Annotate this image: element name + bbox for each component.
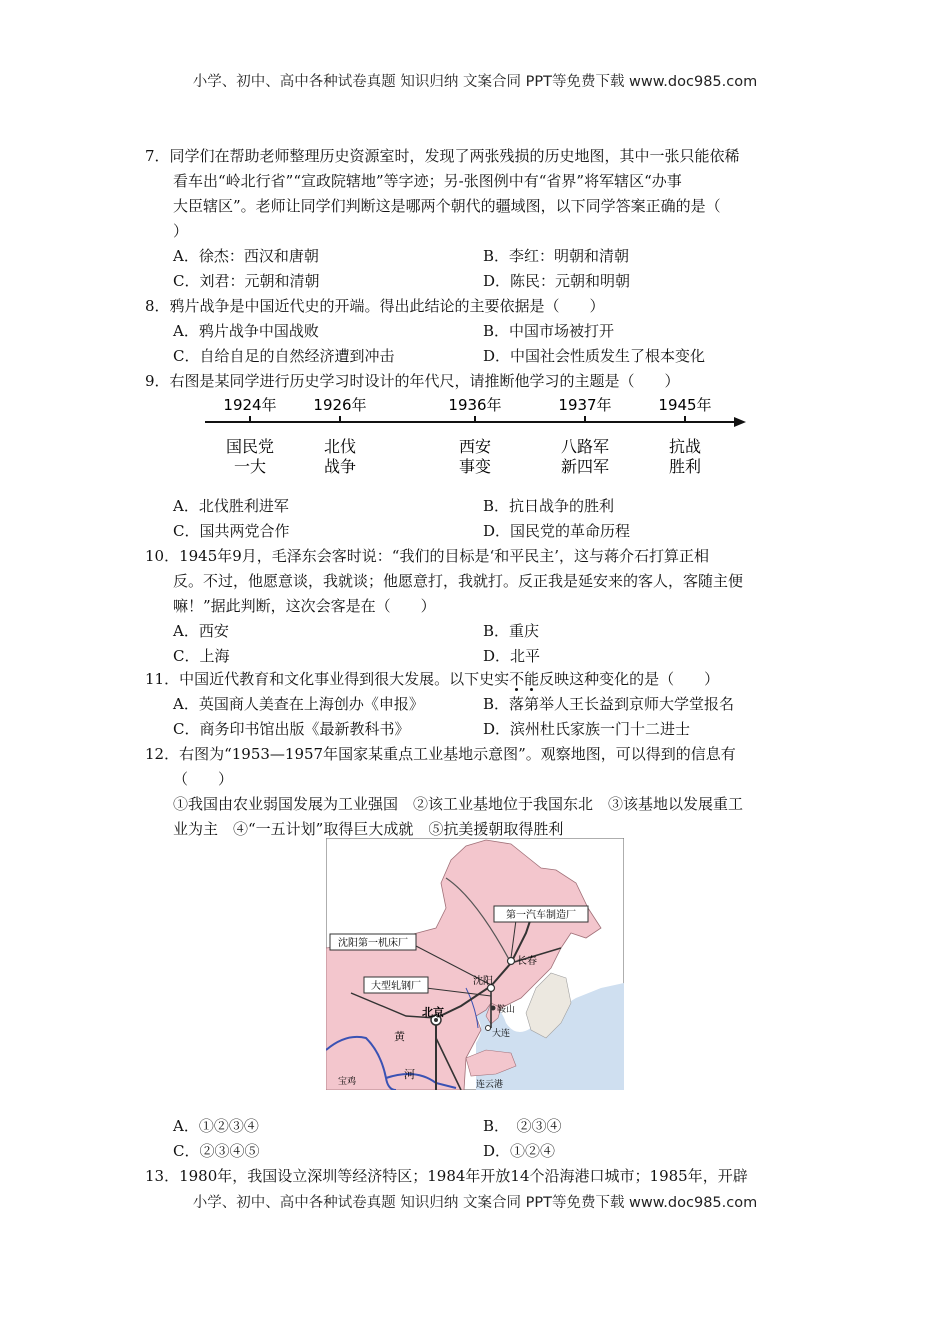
city-marker-anshan (491, 1006, 496, 1011)
q11-emphasis-char-1: 不 (509, 670, 525, 688)
question-9-answers (145, 494, 810, 544)
question-12-statements (145, 792, 810, 842)
timeline-event-label: 西安 (458, 437, 492, 456)
label-beijing: 北京 (422, 1006, 444, 1019)
label-yellow: 黄 (394, 1030, 405, 1043)
label-dalian: 大连 (492, 1029, 511, 1039)
question-10-options (145, 619, 810, 669)
question-13-stem: 13．1980年，我国设立深圳等经济特区；1984年开放14个沿海港口城市；1985年，开辟 (145, 1167, 748, 1185)
timeline-event-label: 一大 (233, 457, 267, 476)
q11-stem-end: 反映这种变化的是（ ） (539, 670, 720, 688)
q7-line-4: ） (173, 222, 189, 240)
question-7-stem (145, 144, 810, 244)
q7-line-2: 看车出“岭北行省”“宣政院辖地”等字迹；另-张图例中有“省界”将军辖区“办事 (173, 172, 682, 190)
option-a[interactable]: A．①②③④ (173, 1117, 259, 1135)
industrial-base-map (326, 838, 624, 1090)
timeline-year-label: 1945年 (658, 396, 712, 414)
label-shenyang-machine-tool: 沈阳第一机床厂 (338, 938, 408, 949)
page-header: 小学、初中、高中各种试卷真题 知识归纳 文案合同 PPT等免费下载 www.doc985.com (192, 74, 758, 90)
q11-stem-start: 11．中国近代教育和文化事业得到很大发展。以下史实 (145, 670, 510, 688)
label-shenyang: 沈阳 (473, 976, 493, 987)
timeline-event-label: 八路军 (560, 437, 610, 456)
timeline-year-label: 1937年 (558, 396, 612, 414)
option-b[interactable]: B．中国市场被打开 (483, 322, 615, 340)
timeline-event-label: 北伐 (323, 437, 357, 456)
question-10-stem (145, 544, 810, 619)
option-c[interactable]: C．商务印书馆出版《最新教科书》 (173, 720, 410, 738)
label-first-auto-plant: 第一汽车制造厂 (506, 910, 576, 921)
timeline-year-label: 1926年 (313, 396, 367, 414)
option-b[interactable]: B． ②③④ (483, 1117, 562, 1135)
question-10 (145, 544, 810, 669)
option-b[interactable]: B．抗日战争的胜利 (483, 497, 615, 515)
q12-line-2: （ ） (173, 770, 234, 788)
city-marker-changchun (508, 958, 515, 965)
option-c[interactable]: C．国共两党合作 (173, 522, 290, 540)
option-c[interactable]: C．上海 (173, 647, 230, 665)
question-8 (145, 294, 810, 369)
timeline-event-label: 新四军 (560, 457, 610, 476)
q10-line-2: 反。不过，他愿意谈，我就谈；他愿意打，我就打。反正我是延安来的客人，客随主便 (173, 572, 744, 590)
label-changchun: 长春 (517, 956, 537, 967)
timeline-svg (200, 388, 760, 488)
timeline-event-label: 胜利 (668, 457, 702, 476)
q10-line-1: 10．1945年9月，毛泽东会客时说：“我们的目标是‘和平民主’，这与蒋介石打算正相 (145, 547, 710, 565)
q12-statement-line-1: ①我国由农业弱国发展为工业强国 ②该工业基地位于我国东北 ③该基地以发展重工 (173, 795, 744, 813)
question-12 (145, 742, 810, 842)
question-13 (145, 1164, 810, 1189)
question-9-stem: 9．右图是某同学进行历史学习时设计的年代尺，请推断他学习的主题是（ ） (145, 372, 680, 390)
option-c[interactable]: C．自给自足的自然经济遭到冲击 (173, 347, 395, 365)
city-marker-dalian (486, 1026, 491, 1031)
option-b[interactable]: B．重庆 (483, 622, 540, 640)
question-11-options (145, 692, 810, 742)
q12-line-1: 12．右图为“1953—1957年国家某重点工业基地示意图”。观察地图，可以得到的信息有 (145, 745, 736, 763)
q7-line-1: 7．同学们在帮助老师整理历史资源室时，发现了两张残损的历史地图，其中一张只能依稀 (145, 147, 740, 165)
q10-line-3: 嘛！”据此判断，这次会客是在（ ） (173, 597, 436, 615)
question-12-options (145, 1114, 810, 1164)
option-a[interactable]: A．鸦片战争中国战败 (173, 322, 319, 340)
timeline-event-label: 国民党 (225, 437, 275, 456)
question-7 (145, 144, 810, 294)
question-11-stem (145, 667, 810, 692)
question-8-stem: 8．鸦片战争是中国近代史的开端。得出此结论的主要依据是（ ） (145, 297, 605, 315)
option-a[interactable]: A．英国商人美查在上海创办《申报》 (173, 695, 424, 713)
option-b[interactable]: B．落第举人王长益到京师大学堂报名 (483, 695, 735, 713)
option-d[interactable]: D．陈民：元朝和明朝 (483, 272, 631, 290)
timeline-event-label: 抗战 (668, 437, 702, 456)
timeline-event-label: 事变 (458, 457, 492, 476)
label-steel-rolling-plant: 大型轧钢厂 (371, 981, 421, 992)
label-lianyungang: 连云港 (476, 1080, 504, 1090)
question-8-options (145, 319, 810, 369)
question-12-answers (145, 1114, 810, 1164)
question-12-stem (145, 742, 810, 792)
option-d[interactable]: D．滨州杜氏家族一门十二进士 (483, 720, 691, 738)
label-anshan: 鞍山 (497, 1005, 516, 1015)
option-d[interactable]: D．中国社会性质发生了根本变化 (483, 347, 706, 365)
option-a[interactable]: A．西安 (173, 622, 229, 640)
timeline-year-label: 1924年 (223, 396, 277, 414)
question-7-options (145, 244, 810, 294)
timeline-figure (200, 388, 760, 488)
timeline-year-label: 1936年 (448, 396, 502, 414)
option-c[interactable]: C．刘君：元朝和清朝 (173, 272, 320, 290)
question-11 (145, 667, 810, 742)
option-a[interactable]: A．徐杰：西汉和唐朝 (173, 247, 319, 265)
option-d[interactable]: D．①②④ (483, 1142, 556, 1160)
option-d[interactable]: D．北平 (483, 647, 541, 665)
option-d[interactable]: D．国民党的革命历程 (483, 522, 631, 540)
map-svg (326, 838, 624, 1090)
q11-emphasis-char-2: 能 (524, 670, 540, 688)
option-a[interactable]: A．北伐胜利进军 (173, 497, 289, 515)
label-baoji: 宝鸡 (338, 1077, 357, 1087)
question-9-options (145, 494, 810, 544)
page-footer: 小学、初中、高中各种试卷真题 知识归纳 文案合同 PPT等免费下载 www.doc985.com (192, 1195, 758, 1211)
option-b[interactable]: B．李红：明朝和清朝 (483, 247, 630, 265)
q7-line-3: 大臣辖区”。老师让同学们判断这是哪两个朝代的疆域图，以下同学答案正确的是（ (173, 197, 721, 215)
q12-statement-line-2: 业为主 ④“一五计划”取得巨大成就 ⑤抗美援朝取得胜利 (173, 820, 564, 838)
option-c[interactable]: C．②③④⑤ (173, 1142, 260, 1160)
label-river: 河 (404, 1068, 415, 1081)
timeline-arrow (734, 417, 746, 427)
timeline-event-label: 战争 (323, 457, 357, 476)
